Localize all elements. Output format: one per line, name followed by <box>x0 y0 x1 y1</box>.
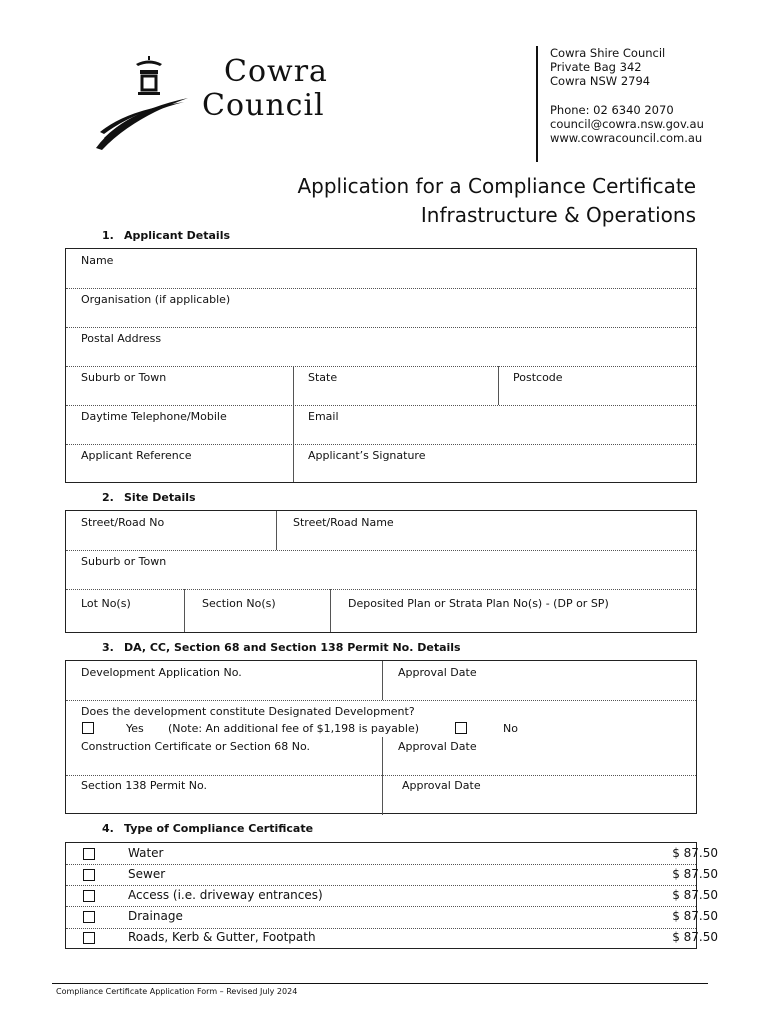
lot-no-field[interactable]: Lot No(s) <box>81 597 131 610</box>
roads-label: Roads, Kerb & Gutter, Footpath <box>128 930 316 944</box>
drainage-checkbox[interactable] <box>83 911 95 923</box>
section-no-field[interactable]: Section No(s) <box>202 597 276 610</box>
access-price: $ 87.50 <box>672 888 718 902</box>
drainage-label: Drainage <box>128 909 183 923</box>
permit-details-box <box>65 660 697 814</box>
header-divider <box>536 46 538 162</box>
reference-field[interactable]: Applicant Reference <box>81 449 192 462</box>
contact-org: Cowra Shire Council <box>550 46 666 60</box>
designated-yes-checkbox[interactable] <box>82 722 94 734</box>
suburb-field[interactable]: Suburb or Town <box>81 371 167 384</box>
section2-heading: 2. Site Details <box>102 491 196 504</box>
contact-addr2: Cowra NSW 2794 <box>550 74 651 89</box>
roads-price: $ 87.50 <box>672 930 718 944</box>
footer-rule <box>52 983 708 984</box>
name-field[interactable]: Name <box>81 254 114 267</box>
plan-no-field[interactable]: Deposited Plan or Strata Plan No(s) - (DP or SP) <box>348 597 609 610</box>
designated-yes-label: Yes <box>126 722 144 735</box>
designated-no-checkbox[interactable] <box>455 722 467 734</box>
contact-phone: Phone: 02 6340 2070 <box>550 102 674 117</box>
site-suburb-field[interactable]: Suburb or Town <box>81 555 167 568</box>
sewer-checkbox[interactable] <box>83 869 95 881</box>
signature-field[interactable]: Applicant’s Signature <box>308 449 426 462</box>
contact-block <box>550 46 704 145</box>
da-no-field[interactable]: Development Application No. <box>81 666 242 679</box>
council-logo <box>92 52 342 152</box>
contact-addr1: Private Bag 342 <box>550 60 642 75</box>
access-checkbox[interactable] <box>83 890 95 902</box>
water-price: $ 87.50 <box>672 846 718 860</box>
postal-address-field[interactable]: Postal Address <box>81 332 162 345</box>
footer-text: Compliance Certificate Application Form – Revised July 2024 <box>56 987 298 996</box>
roads-checkbox[interactable] <box>83 932 95 944</box>
designated-fee-note: (Note: An additional fee of $1,198 is payable) <box>168 722 419 735</box>
water-label: Water <box>128 846 164 860</box>
road-no-field[interactable]: Street/Road No <box>81 516 165 529</box>
sewer-price: $ 87.50 <box>672 867 718 881</box>
road-name-field[interactable]: Street/Road Name <box>293 516 394 529</box>
water-checkbox[interactable] <box>83 848 95 860</box>
cc-no-field[interactable]: Construction Certificate or Section 68 No. <box>81 740 311 753</box>
access-label: Access (i.e. driveway entrances) <box>128 888 323 902</box>
contact-email: council@cowra.nsw.gov.au <box>550 116 704 131</box>
organisation-field[interactable]: Organisation (if applicable) <box>81 293 231 306</box>
applicant-details-box <box>65 248 697 483</box>
sewer-label: Sewer <box>128 867 166 881</box>
cc-approval-date-field[interactable]: Approval Date <box>398 740 477 753</box>
designated-question: Does the development constitute Designated Development? <box>81 705 415 718</box>
council-emblem-icon <box>92 52 192 152</box>
designated-no-label: No <box>503 722 518 735</box>
form-subtitle: Infrastructure & Operations <box>420 203 696 227</box>
postcode-field[interactable]: Postcode <box>513 371 563 384</box>
permit-approval-date-field[interactable]: Approval Date <box>402 779 481 792</box>
phone-field[interactable]: Daytime Telephone/Mobile <box>81 410 227 423</box>
logo-line-council: Council <box>202 88 325 123</box>
logo-line-cowra: Cowra <box>224 54 328 89</box>
form-title: Application for a Compliance Certificate <box>297 174 696 198</box>
site-details-box <box>65 510 697 633</box>
drainage-price: $ 87.50 <box>672 909 718 923</box>
permit-138-field[interactable]: Section 138 Permit No. <box>81 779 208 792</box>
da-approval-date-field[interactable]: Approval Date <box>398 666 477 679</box>
section1-heading: 1. Applicant Details <box>102 229 231 242</box>
state-field[interactable]: State <box>308 371 338 384</box>
section4-heading: 4. Type of Compliance Certificate <box>102 822 314 835</box>
section3-heading: 3. DA, CC, Section 68 and Section 138 Permit No. Details <box>102 641 461 654</box>
contact-web: www.cowracouncil.com.au <box>550 131 703 146</box>
email-field[interactable]: Email <box>308 410 339 423</box>
